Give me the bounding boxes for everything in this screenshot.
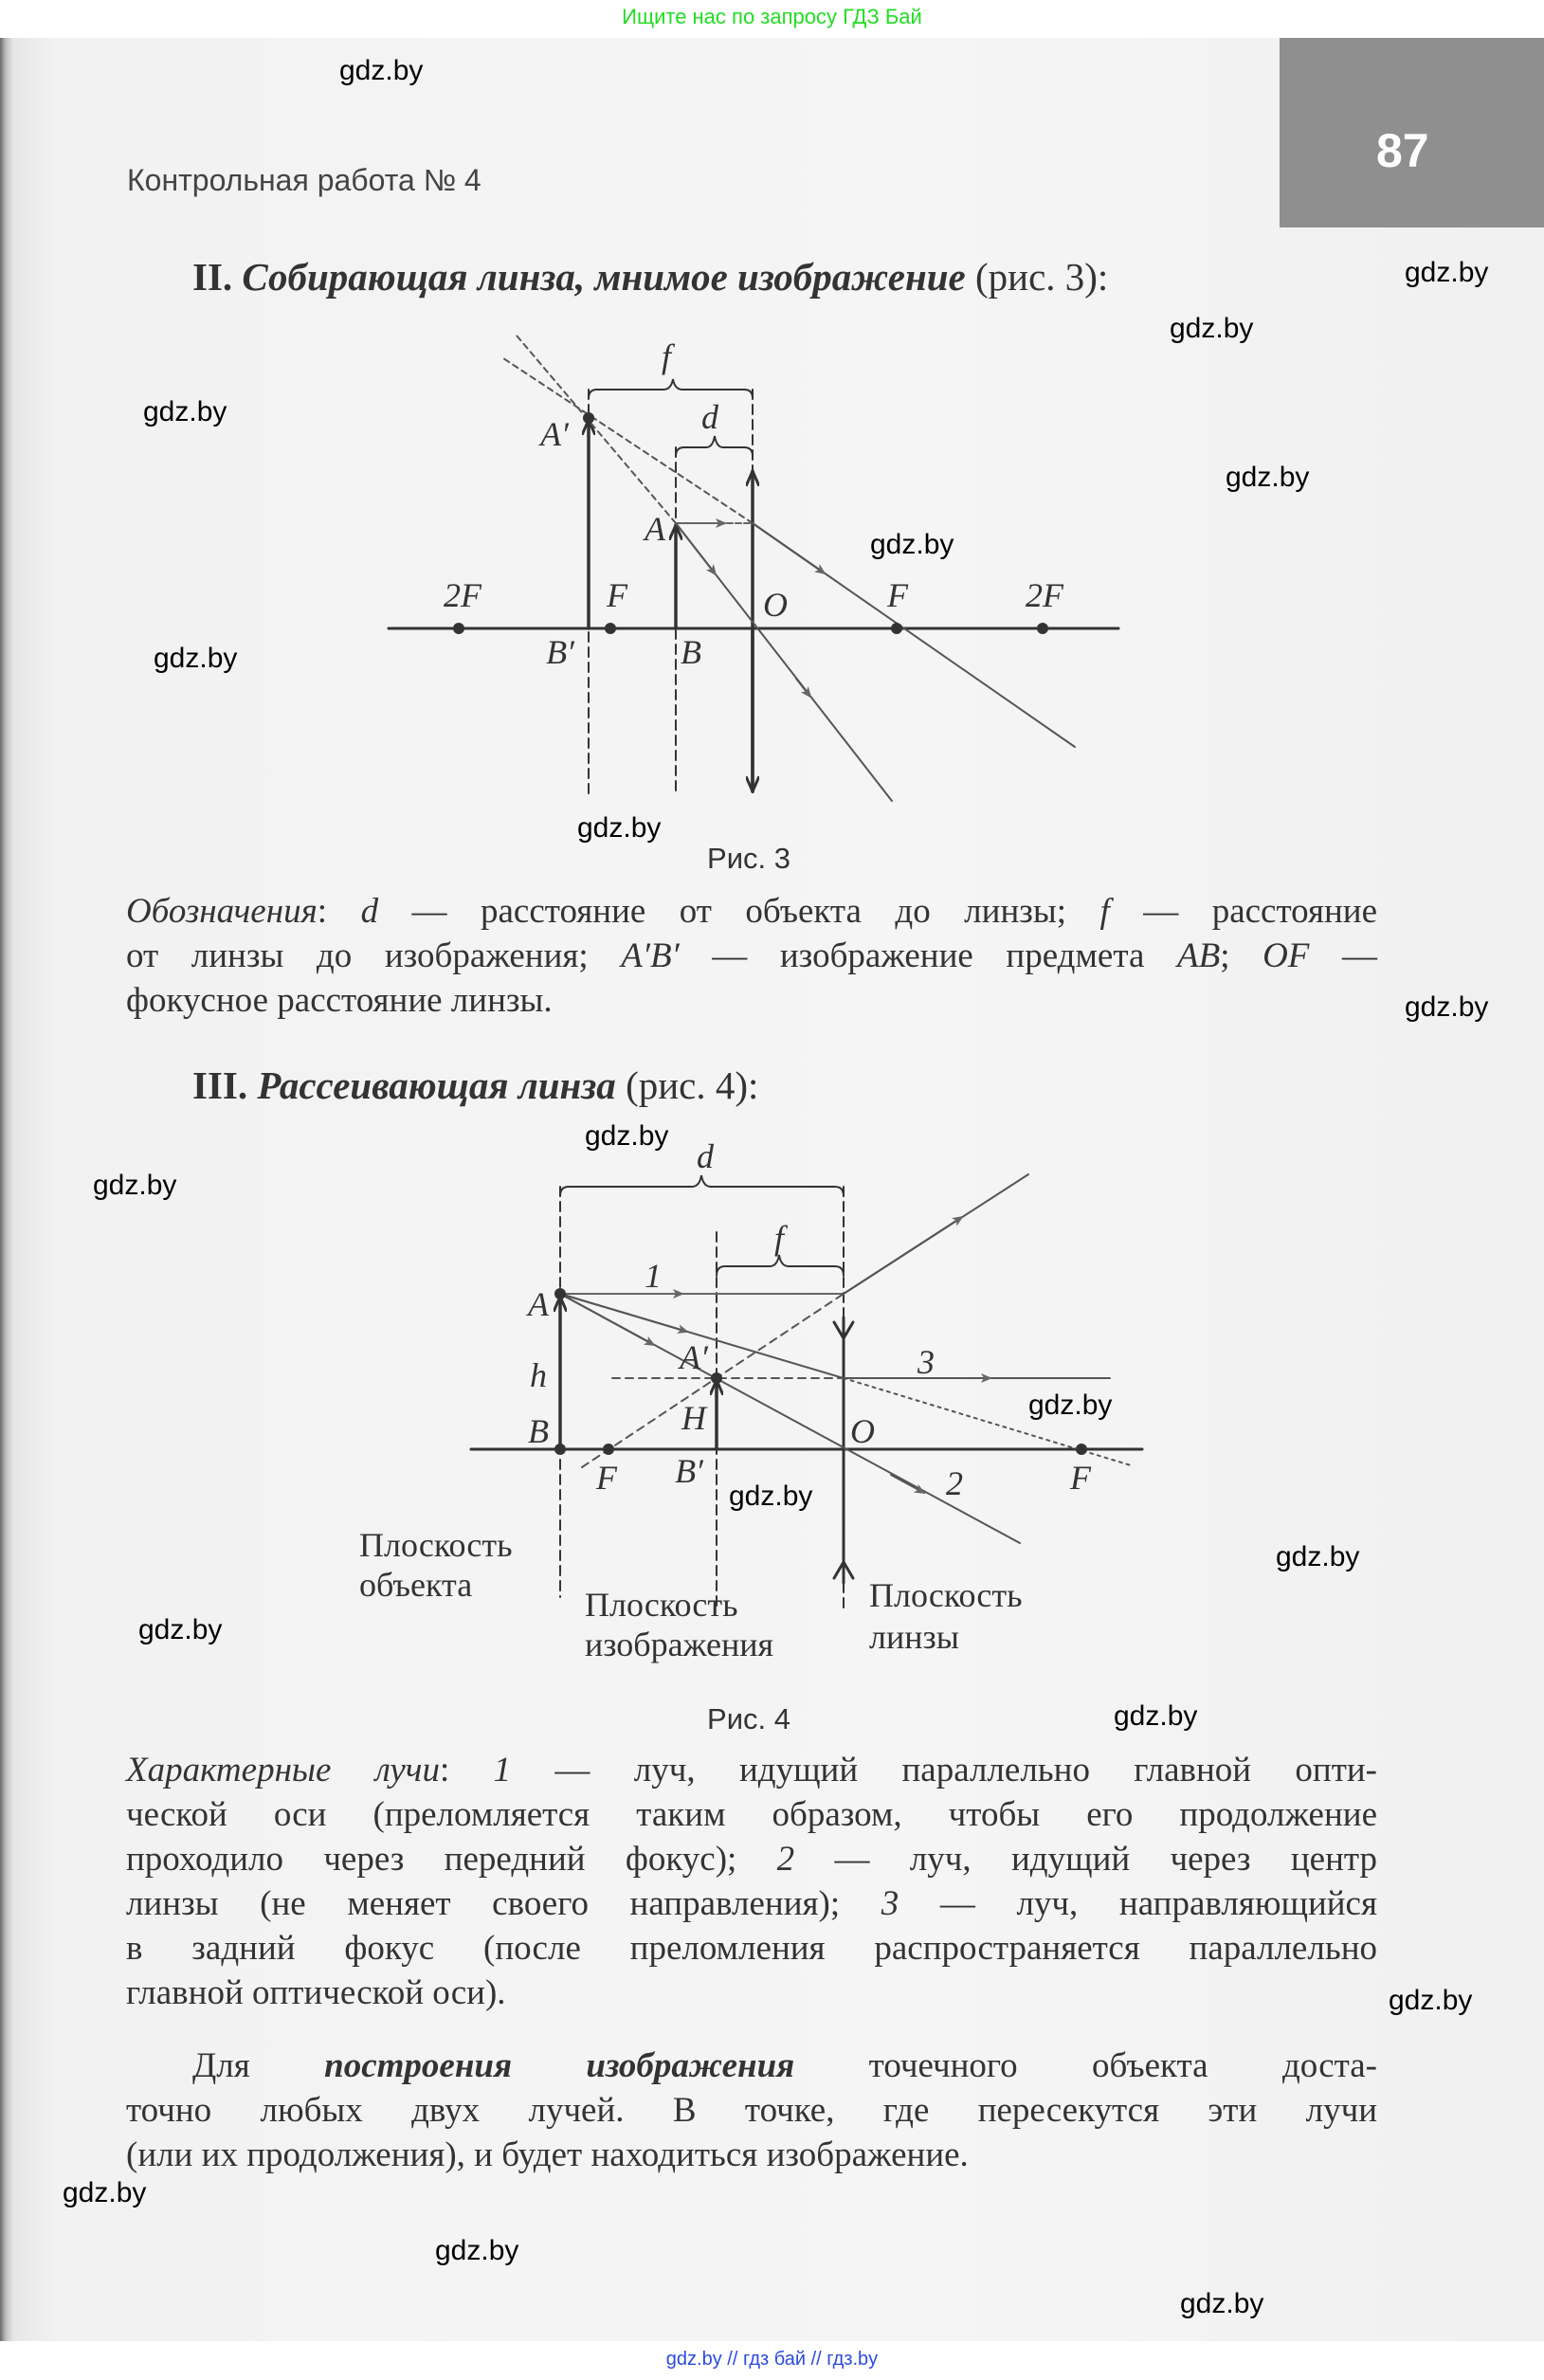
lens-plane-label-2: линзы <box>869 1618 959 1656</box>
text-run: ; <box>1220 936 1263 975</box>
watermark: gdz.by <box>1405 257 1489 288</box>
point-f-right <box>891 623 902 634</box>
watermark: gdz.by <box>154 643 238 674</box>
brace-d <box>560 1175 844 1196</box>
section-title: Рассеивающая линза <box>257 1063 616 1107</box>
text-run: — луч, направляющийся <box>899 1884 1378 1923</box>
label-b: B <box>681 633 701 671</box>
text-run: линзы (не меняет своего направления); <box>126 1884 881 1923</box>
watermark: gdz.by <box>729 1481 813 1512</box>
text-line <box>126 1792 1377 1837</box>
label-ray-2: 2 <box>946 1464 963 1502</box>
text-line <box>126 1881 1377 1926</box>
text-run: OF <box>1262 936 1310 975</box>
section-number: II. <box>192 255 233 299</box>
text-run: AB <box>1176 936 1221 975</box>
banner-text: Ищите нас по запросу ГДЗ Бай <box>622 5 922 28</box>
ray-2-arrow-2 <box>891 1475 924 1493</box>
text-run: Обозначения <box>126 892 318 931</box>
text-run: 2 <box>776 1840 795 1879</box>
object-plane-label-2: объекта <box>359 1566 473 1604</box>
bottom-footer <box>0 2341 1544 2380</box>
text-run: — луч, идущий параллельно главной опти- <box>511 1751 1377 1790</box>
text-run: — расстояние от объекта до линзы; <box>378 892 1100 931</box>
label-b-prime: B′ <box>675 1452 703 1490</box>
ray-3-arrow <box>560 1294 687 1332</box>
label-f-right: F <box>1070 1459 1091 1497</box>
watermark: gdz.by <box>1389 1985 1473 2016</box>
label-o: O <box>763 586 788 624</box>
label-f-left: F <box>607 576 627 614</box>
label-f: f <box>773 1219 785 1257</box>
label-f-left: F <box>596 1459 617 1497</box>
point-f-left <box>603 1444 614 1455</box>
footer-text: gdz.by // гдз бай // гдз.by <box>665 2349 879 2370</box>
label-o: O <box>850 1412 875 1450</box>
point-a-prime <box>583 412 594 424</box>
label-ray-3: 3 <box>917 1343 935 1381</box>
text-run: точечного объекта доста- <box>794 2046 1377 2085</box>
point-2f-right <box>1037 623 1048 634</box>
figure-3-converging-lens <box>389 336 1118 801</box>
text-run: построения изображения <box>324 2046 795 2085</box>
text-run: от линзы до изображения; <box>126 936 622 975</box>
section-3-heading <box>192 1063 758 1108</box>
text-run: главной оптической оси). <box>126 1973 506 2012</box>
text-line <box>126 934 1377 978</box>
figure-4-diverging-lens <box>359 1137 1142 1663</box>
text-run: — изображение предмета <box>679 936 1177 975</box>
text-run: (или их продолжения), и будет находиться изображение. <box>126 2135 969 2174</box>
watermark: gdz.by <box>1226 462 1310 493</box>
section-number: III. <box>192 1063 248 1107</box>
watermark: gdz.by <box>1028 1390 1113 1421</box>
section-title: Собирающая линза, мнимое изображение <box>242 255 966 299</box>
watermark: gdz.by <box>870 529 954 560</box>
text-run: 3 <box>881 1884 899 1923</box>
figure-ref: (рис. 4): <box>626 1063 759 1107</box>
watermark: gdz.by <box>339 55 424 86</box>
text-run: Для <box>192 2046 325 2085</box>
brace-d <box>676 436 753 456</box>
text-run: проходило через передний фокус); <box>126 1840 777 1879</box>
ray-center-arrow-2 <box>796 679 810 697</box>
page-number: 87 <box>1376 124 1429 177</box>
label-f-right: F <box>887 576 908 614</box>
ray-center-arrow <box>676 523 716 574</box>
point-f-left <box>605 623 616 634</box>
brace-f <box>589 379 753 398</box>
watermark: gdz.by <box>93 1170 177 1201</box>
watermark: gdz.by <box>143 396 227 427</box>
text-run: : <box>439 1751 494 1790</box>
label-d: d <box>697 1137 714 1175</box>
text-run: A′B′ <box>621 936 680 975</box>
label-H: H <box>681 1399 706 1437</box>
label-d: d <box>701 398 718 436</box>
label-2f-left: 2F <box>444 576 481 614</box>
label-a: A <box>645 510 665 548</box>
text-line <box>126 978 1377 1023</box>
label-ray-1: 1 <box>645 1257 662 1295</box>
text-run: — <box>1309 936 1378 975</box>
watermark: gdz.by <box>1276 1541 1360 1572</box>
watermark: gdz.by <box>577 812 662 844</box>
text-run: : <box>317 892 361 931</box>
point-2f-left <box>453 623 464 634</box>
text-line <box>126 1926 1377 1971</box>
text-run: ческой оси (преломляется таким образом, чтобы его продолжение <box>126 1795 1377 1834</box>
label-f: f <box>661 337 672 375</box>
figure-4-caption: Рис. 4 <box>707 1702 790 1735</box>
watermark: gdz.by <box>1405 991 1489 1023</box>
text-line <box>126 1837 1377 1881</box>
label-b: B <box>528 1412 549 1450</box>
ray-refracted-arrow <box>753 523 825 573</box>
watermark: gdz.by <box>1114 1700 1198 1732</box>
label-h: h <box>530 1356 547 1394</box>
watermark: gdz.by <box>435 2235 519 2266</box>
conclusion-paragraph <box>126 2044 1377 2177</box>
text-line <box>126 1748 1377 1792</box>
text-run: Характерные лучи <box>126 1751 440 1790</box>
object-plane-label-1: Плоскость <box>359 1526 513 1564</box>
watermark: gdz.by <box>1180 2288 1264 2319</box>
characteristic-rays-paragraph <box>126 1748 1377 2015</box>
text-line <box>126 1971 1377 2015</box>
text-line <box>126 889 1377 934</box>
label-2f-right: 2F <box>1026 576 1063 614</box>
figure-ref: (рис. 3): <box>974 255 1109 299</box>
figure-3-caption: Рис. 3 <box>707 842 790 875</box>
point-f-right <box>1076 1444 1087 1455</box>
watermark: gdz.by <box>138 1614 223 1645</box>
image-plane-label-1: Плоскость <box>585 1586 738 1624</box>
label-a-prime: A′ <box>680 1338 708 1376</box>
point-b <box>554 1444 566 1455</box>
point-a <box>554 1288 566 1299</box>
text-run: 1 <box>493 1751 512 1790</box>
lens-plane-label-1: Плоскость <box>869 1576 1023 1614</box>
ray-2-arrow <box>560 1294 654 1345</box>
text-run: фокусное расстояние линзы. <box>126 981 553 1020</box>
text-run: — луч, идущий через центр <box>794 1840 1377 1879</box>
text-run: f <box>1099 892 1110 931</box>
text-line <box>126 2044 1377 2088</box>
label-b-prime: B′ <box>546 633 574 671</box>
watermark: gdz.by <box>1170 313 1254 344</box>
watermark: gdz.by <box>63 2177 147 2208</box>
ray-1-refracted-arrow <box>844 1217 962 1294</box>
text-run: — расстояние <box>1109 892 1377 931</box>
text-run: точно любых двух лучей. В точке, где пересекутся эти лучи <box>126 2091 1377 2130</box>
text-line <box>126 2133 1377 2177</box>
label-a: A <box>528 1285 549 1323</box>
text-run: d <box>360 892 379 931</box>
image-plane-label-2: изображения <box>585 1626 774 1663</box>
brace-f <box>717 1255 844 1276</box>
point-a-prime <box>711 1372 722 1384</box>
label-a-prime: A′ <box>540 415 569 453</box>
text-run: в задний фокус (после преломления распространяется параллельно <box>126 1929 1377 1968</box>
running-head: Контрольная работа № 4 <box>127 163 481 197</box>
text-line <box>126 2088 1377 2133</box>
notation-paragraph <box>126 889 1377 1023</box>
watermark: gdz.by <box>585 1120 669 1152</box>
